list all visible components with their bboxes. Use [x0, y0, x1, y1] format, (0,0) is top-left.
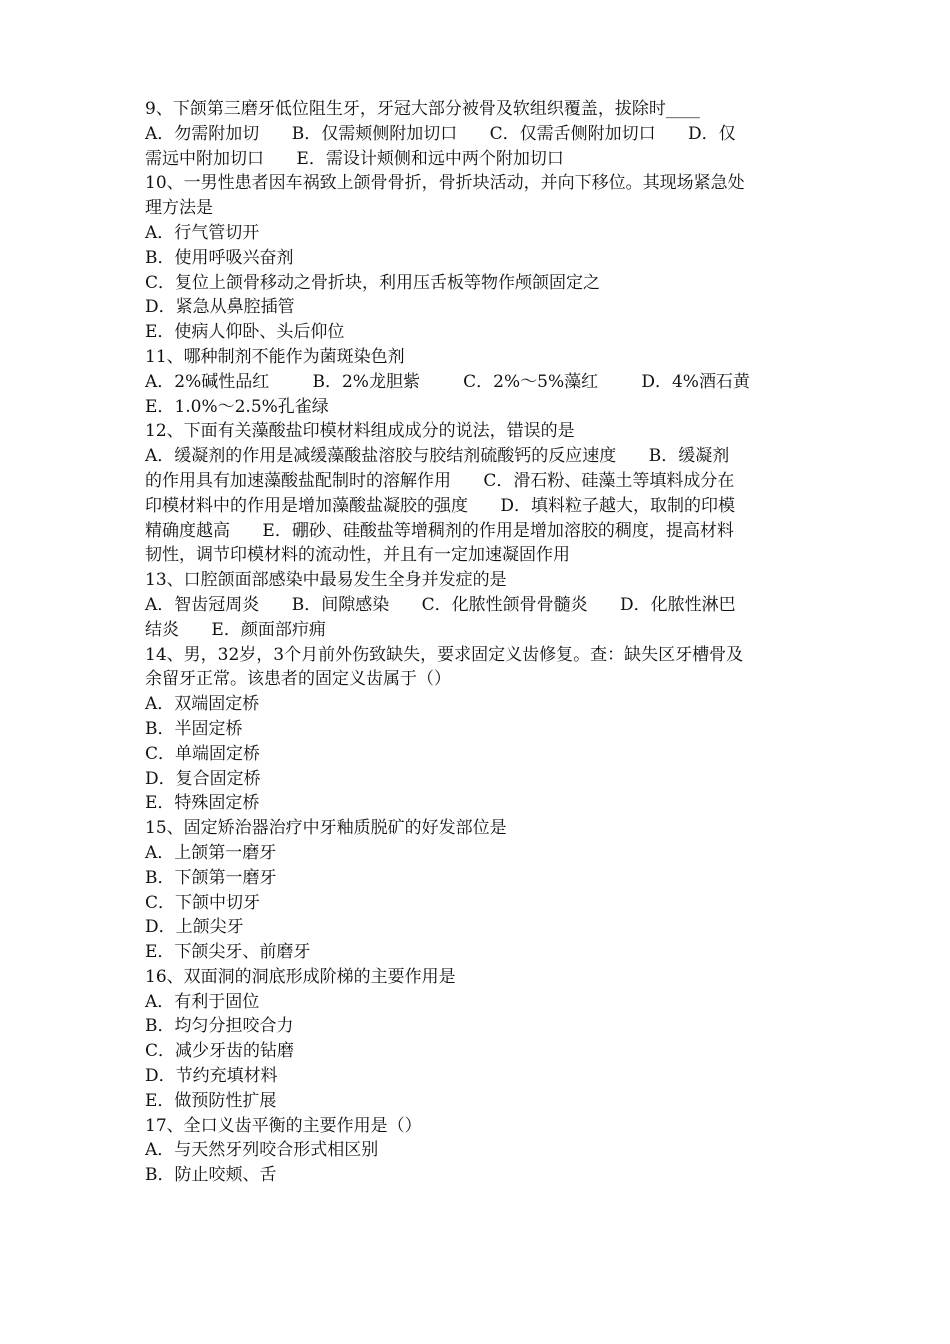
q9-options-line-2: 需远中附加切口 E．需设计颊侧和远中两个附加切口: [145, 148, 564, 169]
q17-option-a: A．与天然牙列咬合形式相区别: [145, 1140, 379, 1161]
q10-stem-line-1: 10、一男性患者因车祸致上颌骨骨折，骨折块活动，并向下移位。其现场紧急处: [145, 173, 745, 194]
q15-option-d: D．上颌尖牙: [145, 917, 244, 938]
q16-option-c: C．减少牙齿的钻磨: [145, 1041, 295, 1062]
q14-stem-line-1: 14、男，32岁，3个月前外伤致缺失，要求固定义齿修复。查：缺失区牙槽骨及: [145, 644, 744, 665]
q14-stem-line-2: 余留牙正常。该患者的固定义齿属于（）: [145, 669, 451, 690]
q14-option-b: B．半固定桥: [145, 718, 243, 739]
q11-options-line-1: A．2%碱性品红 B．2%龙胆紫 C．2%～5%藻红 D．4%酒石黄: [145, 371, 750, 392]
q10-option-a: A．行气管切开: [145, 222, 260, 243]
q15-option-b: B．下颌第一磨牙: [145, 867, 277, 888]
q15-option-e: E．下颌尖牙、前磨牙: [145, 942, 311, 963]
q14-option-d: D．复合固定桥: [145, 768, 261, 789]
q16-option-b: B．均匀分担咬合力: [145, 1016, 294, 1037]
q10-option-b: B．使用呼吸兴奋剂: [145, 247, 294, 268]
q12-options-line-1: A．缓凝剂的作用是减缓藻酸盐溶胶与胶结剂硫酸钙的反应速度 B．缓凝剂: [145, 446, 730, 467]
q14-option-c: C．单端固定桥: [145, 743, 261, 764]
q12-options-line-3: 印模材料中的作用是增加藻酸盐凝胶的强度 D．填料粒子越大，取制的印模: [145, 495, 736, 516]
q16-stem: 16、双面洞的洞底形成阶梯的主要作用是: [145, 966, 456, 987]
q16-option-a: A．有利于固位: [145, 991, 260, 1012]
q17-stem: 17、全口义齿平衡的主要作用是（）: [145, 1115, 422, 1136]
q9-options-line-1: A．勿需附加切 B．仅需颊侧附加切口 C．仅需舌侧附加切口 D．仅: [145, 123, 736, 144]
q10-option-c: C．复位上颌骨移动之骨折块，利用压舌板等物作颅颌固定之: [145, 272, 601, 293]
q12-options-line-2: 的作用具有加速藻酸盐配制时的溶解作用 C．滑石粉、硅藻土等填料成分在: [145, 470, 735, 491]
q11-stem: 11、哪种制剂不能作为菌斑染色剂: [145, 346, 405, 367]
q15-stem: 15、固定矫治器治疗中牙釉质脱矿的好发部位是: [145, 818, 507, 839]
document-page: [145, 97, 813, 1188]
q12-options-line-4: 精确度越高 E．硼砂、硅酸盐等增稠剂的作用是增加溶胶的稠度，提高材料: [145, 520, 734, 541]
q15-option-a: A．上颌第一磨牙: [145, 842, 277, 863]
q15-option-c: C．下颌中切牙: [145, 892, 261, 913]
q17-option-b: B．防止咬颊、舌: [145, 1165, 277, 1186]
q16-option-d: D．节约充填材料: [145, 1066, 278, 1087]
q13-options-line-1: A．智齿冠周炎 B．间隙感染 C．化脓性颌骨骨髓炎 D．化脓性淋巴: [145, 594, 736, 615]
q10-stem-line-2: 理方法是: [145, 198, 213, 219]
q13-stem: 13、口腔颌面部感染中最易发生全身并发症的是: [145, 570, 507, 591]
q12-stem: 12、下面有关藻酸盐印模材料组成成分的说法，错误的是: [145, 421, 575, 442]
q10-option-e: E．使病人仰卧、头后仰位: [145, 322, 345, 343]
q16-option-e: E．做预防性扩展: [145, 1090, 277, 1111]
q14-option-e: E．特殊固定桥: [145, 793, 260, 814]
q11-options-line-2: E．1.0%～2.5%孔雀绿: [145, 396, 329, 417]
q12-options-line-5: 韧性，调节印模材料的流动性，并且有一定加速凝固作用: [145, 545, 570, 566]
q9-stem: 9、下颌第三磨牙低位阻生牙，牙冠大部分被骨及软组织覆盖，拔除时____: [145, 99, 700, 119]
q13-options-line-2: 结炎 E．颜面部疖痈: [145, 619, 326, 640]
q14-option-a: A．双端固定桥: [145, 694, 260, 715]
q10-option-d: D．紧急从鼻腔插管: [145, 297, 295, 318]
